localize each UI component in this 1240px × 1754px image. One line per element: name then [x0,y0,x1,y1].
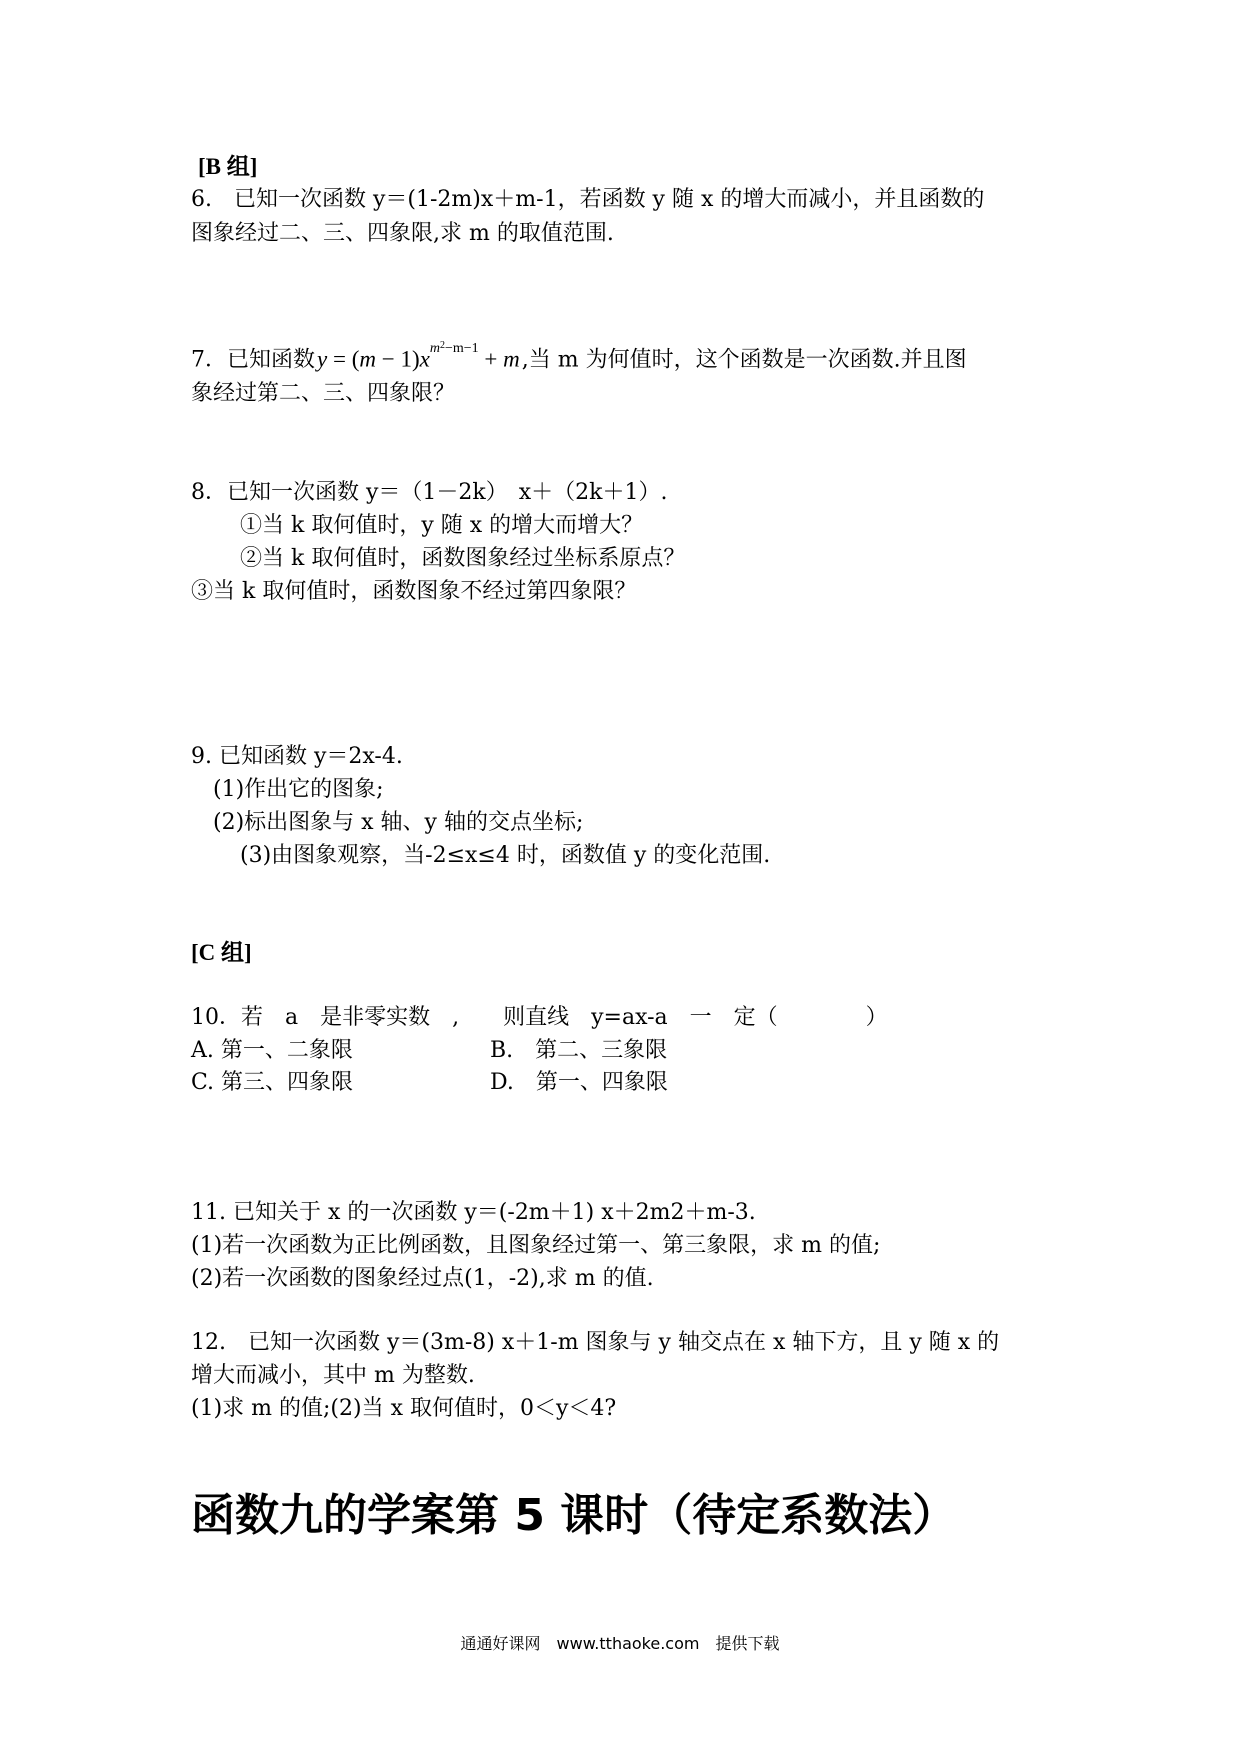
question-10-option-a: A. 第一、二象限 [191,1038,353,1063]
question-8-line-1: 8．已知一次函数 y＝（1－2k） x＋（2k＋1）. [191,480,668,505]
question-6-line-2: 图象经过二、三、四象限,求 m 的取值范围. [191,221,614,246]
question-11-sub-1: (1)若一次函数为正比例函数，且图象经过第一、第三象限，求 m 的值; [191,1233,881,1258]
question-10-option-b: B. 第二、三象限 [490,1038,668,1063]
question-7-formula: $y = (m - 1)x^{m^2-m-1} + m$ [317,340,520,372]
question-10-option-d: D. 第一、四象限 [490,1070,668,1095]
question-11-sub-2: (2)若一次函数的图象经过点(1，-2),求 m 的值. [191,1266,654,1291]
question-9-line-1: 9. 已知函数 y＝2x-4. [191,744,403,769]
group-b-heading: [B 组] [198,154,258,179]
question-11-line-1: 11. 已知关于 x 的一次函数 y＝(-2m＋1) x＋2m2＋m-3. [191,1200,756,1225]
question-9-sub-2: (2)标出图象与 x 轴、y 轴的交点坐标; [213,810,584,835]
question-8-sub-1: ①当 k 取何值时，y 随 x 的增大而增大？ [240,513,644,538]
question-12-line-2: 增大而减小，其中 m 为整数. [191,1363,475,1388]
question-6-line-1: 6. 已知一次函数 y＝(1-2m)x＋m-1，若函数 y 随 x 的增大而减小，并且函数的 [191,187,985,212]
question-10-line-1: 10．若 a 是非零实数 , 则直线 y=ax-a 一 定（ ） [191,1005,888,1030]
question-7-line-2: 象经过第二、三、四象限？ [191,381,456,406]
question-7-prefix: 7．已知函数 [191,347,315,373]
question-12-line-3: (1)求 m 的值;(2)当 x 取何值时，0＜y＜4? [191,1396,617,1421]
question-8-sub-2: ②当 k 取何值时，函数图象经过坐标系原点？ [240,546,686,571]
question-9-sub-3: (3)由图象观察，当-2≤x≤4 时，函数值 y 的变化范围. [240,843,771,868]
group-c-heading: [C 组] [191,940,252,965]
question-7-suffix: ,当 m 为何值时，这个函数是一次函数.并且图 [521,347,967,373]
question-9-sub-1: (1)作出它的图象; [213,777,384,802]
page-footer: 通通好课网 www.tthaoke.com 提供下载 [460,1634,780,1653]
question-12-line-1: 12. 已知一次函数 y＝(3m-8) x＋1-m 图象与 y 轴交点在 x 轴下方，且 y 随 x 的 [191,1330,1000,1355]
lesson-title: 函数九的学案第 5 课时（待定系数法） [191,1490,957,1541]
question-8-sub-3: ③当 k 取何值时，函数图象不经过第四象限？ [191,579,637,604]
question-10-option-c: C. 第三、四象限 [191,1070,354,1095]
question-7-line-1 [191,340,967,376]
